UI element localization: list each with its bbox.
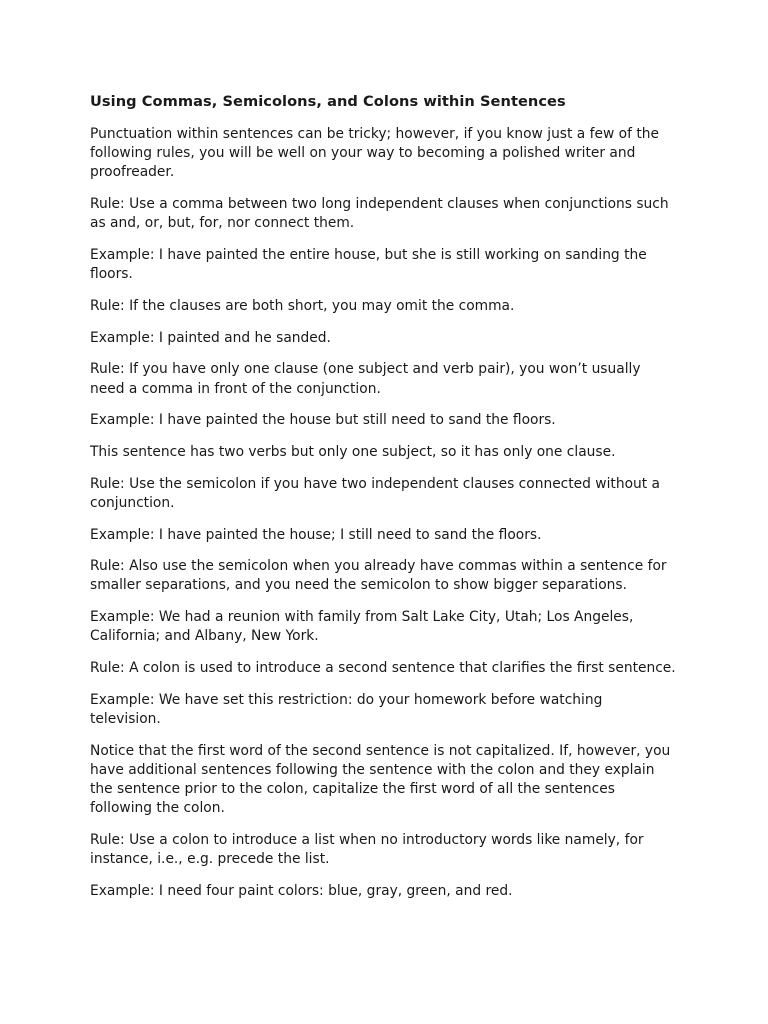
paragraph-line: Rule: Also use the semicolon when you already have commas within a sentence for xyxy=(90,558,667,575)
paragraph xyxy=(90,608,690,646)
paragraph xyxy=(90,195,690,233)
paragraph xyxy=(90,125,690,183)
paragraph-line: the sentence prior to the colon, capitalize the first word of all the sentences xyxy=(90,781,615,798)
paragraph-line: Rule: If the clauses are both short, you may omit the comma. xyxy=(90,297,515,314)
paragraph-line: Notice that the first word of the second sentence is not capitalized. If, however, you xyxy=(90,742,671,759)
paragraph-line: following rules, you will be well on your way to becoming a polished writer and xyxy=(90,145,636,162)
paragraph-line: following the colon. xyxy=(90,800,225,817)
paragraph-line: Example: We have set this restriction: do your homework before watching xyxy=(90,691,603,708)
paragraph-line: Example: I have painted the house but still need to sand the floors. xyxy=(90,412,556,429)
paragraph-line: floors. xyxy=(90,266,133,283)
paragraph xyxy=(90,246,690,284)
paragraph xyxy=(90,411,690,430)
paragraph xyxy=(90,691,690,729)
paragraph-line: Rule: A colon is used to introduce a second sentence that clarifies the first sentence. xyxy=(90,660,676,677)
paragraph xyxy=(90,475,690,513)
paragraph-line: Example: We had a reunion with family from Salt Lake City, Utah; Los Angeles, xyxy=(90,609,634,626)
paragraph-line: Example: I have painted the entire house, but she is still working on sanding the xyxy=(90,247,647,264)
paragraph-line: Example: I need four paint colors: blue, gray, green, and red. xyxy=(90,882,513,899)
paragraph-line: Punctuation within sentences can be tricky; however, if you know just a few of the xyxy=(90,126,659,142)
paragraph-line: television. xyxy=(90,710,161,727)
paragraph xyxy=(90,882,690,901)
paragraph-line: Rule: Use a colon to introduce a list when no introductory words like namely, for xyxy=(90,831,644,848)
paragraph xyxy=(90,297,690,316)
paragraph xyxy=(90,360,690,398)
paragraph xyxy=(90,557,690,595)
paragraph xyxy=(90,831,690,869)
paragraph xyxy=(90,659,690,678)
paragraph-line: This sentence has two verbs but only one subject, so it has only one clause. xyxy=(90,443,616,460)
paragraph-line: Rule: Use the semicolon if you have two independent clauses connected without a xyxy=(90,475,661,492)
paragraph-line: Rule: Use a comma between two long independent clauses when conjunctions such xyxy=(90,196,669,213)
paragraph-line: proofreader. xyxy=(90,164,175,181)
paragraph-line: California; and Albany, New York. xyxy=(90,628,319,645)
paragraph xyxy=(90,443,690,462)
paragraph-line: have additional sentences following the sentence with the colon and they explain xyxy=(90,761,655,778)
paragraph-line: Example: I have painted the house; I still need to sand the floors. xyxy=(90,526,542,543)
document-body xyxy=(90,125,690,901)
paragraph-line: conjunction. xyxy=(90,494,175,511)
paragraph-line: Example: I painted and he sanded. xyxy=(90,329,331,346)
paragraph-line: smaller separations, and you need the semicolon to show bigger separations. xyxy=(90,577,628,594)
paragraph-line: Rule: If you have only one clause (one subject and verb pair), you won’t usually xyxy=(90,361,641,378)
paragraph-line: as and, or, but, for, nor connect them. xyxy=(90,215,355,232)
paragraph xyxy=(90,742,690,819)
document-title: Using Commas, Semicolons, and Colons within Sentences xyxy=(90,93,566,110)
paragraph xyxy=(90,526,690,545)
paragraph-line: need a comma in front of the conjunction. xyxy=(90,380,381,397)
paragraph xyxy=(90,329,690,348)
document-page xyxy=(90,92,690,914)
paragraph-line: instance, i.e., e.g. precede the list. xyxy=(90,851,330,868)
